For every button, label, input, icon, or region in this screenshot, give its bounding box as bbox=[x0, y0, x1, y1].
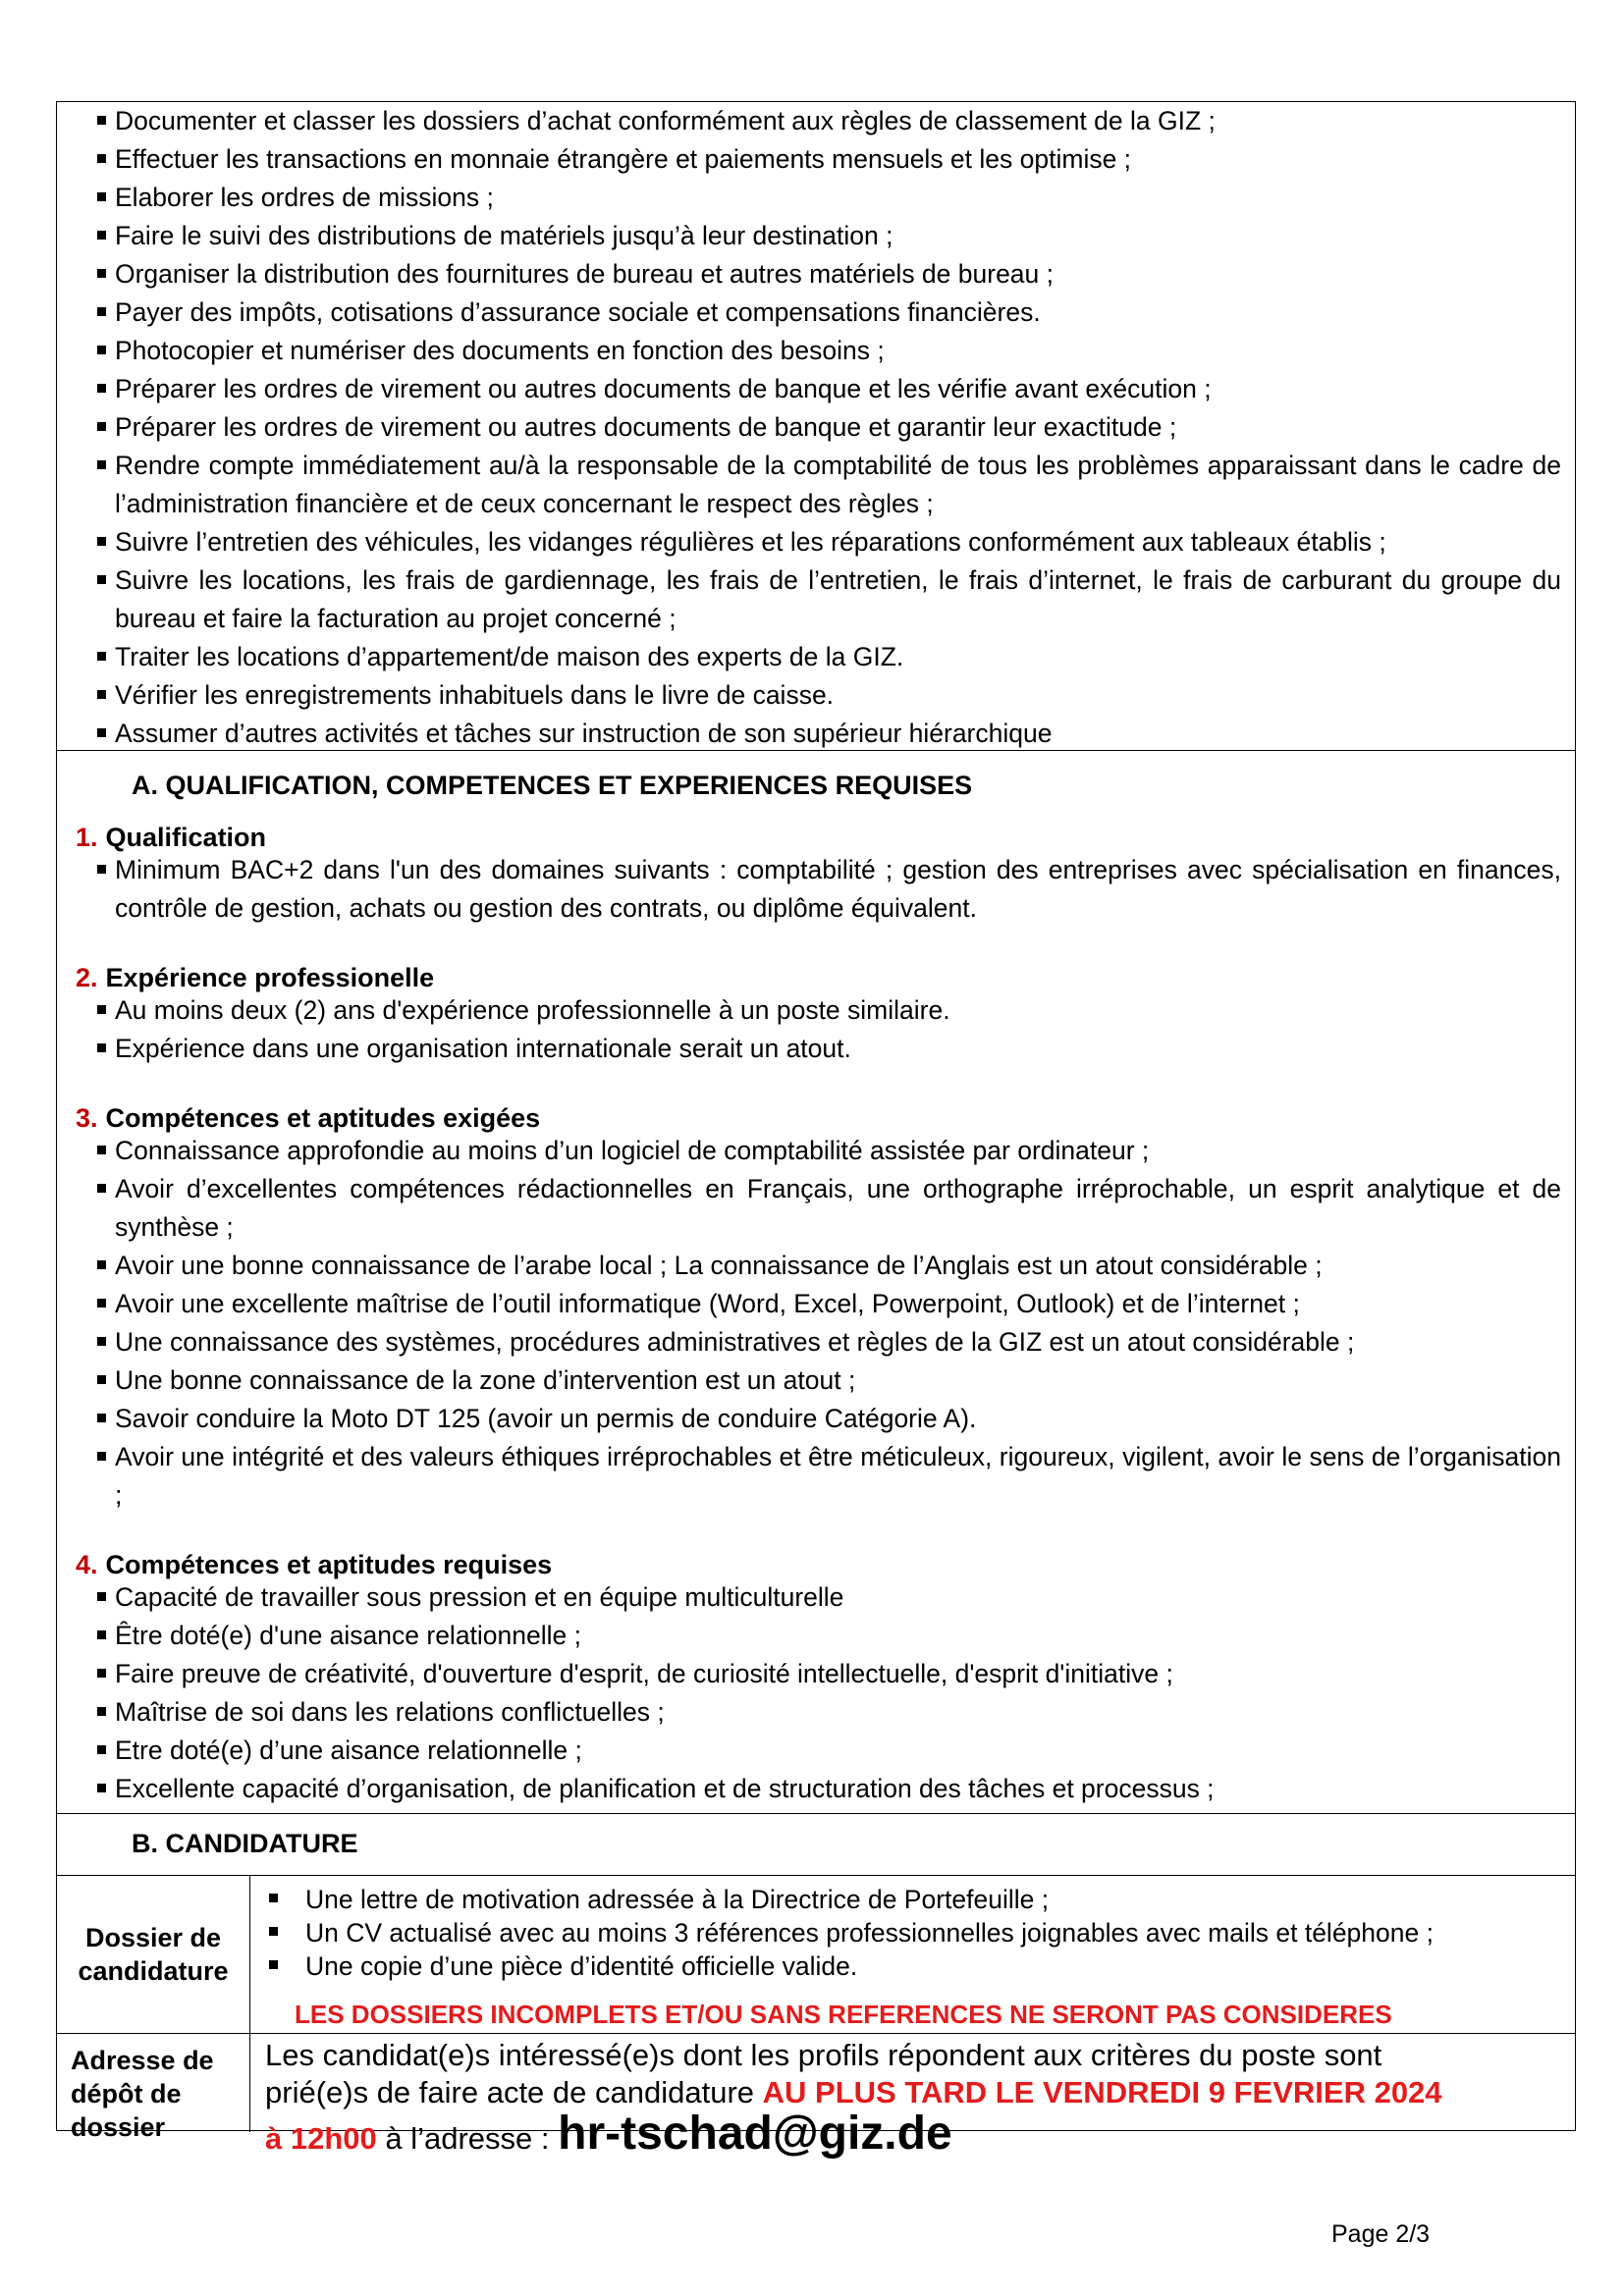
list-item bbox=[57, 179, 1575, 217]
subsection-1-number: 1. bbox=[76, 823, 98, 852]
adresse-label-line2: dépôt de bbox=[71, 2079, 182, 2109]
list-item bbox=[57, 217, 1575, 255]
list-item-text: Faire le suivi des distributions de matériels jusqu’à leur destination ; bbox=[115, 221, 893, 250]
list-item-text: Savoir conduire la Moto DT 125 (avoir un permis de conduire Catégorie A). bbox=[115, 1404, 977, 1433]
dossier-items bbox=[249, 1883, 1577, 1983]
list-item bbox=[57, 1578, 1575, 1617]
list-item-text: Vérifier les enregistrements inhabituels dans le livre de caisse. bbox=[115, 680, 835, 710]
divider-section-b-title bbox=[57, 1875, 1575, 1876]
dossier-items-wrap bbox=[249, 1883, 1577, 1983]
tasks-list bbox=[57, 102, 1575, 753]
list-item bbox=[57, 1132, 1575, 1170]
list-item bbox=[57, 1247, 1575, 1285]
list-item bbox=[57, 1030, 1575, 1068]
bullet-square-icon bbox=[97, 690, 106, 699]
bullet-square-icon bbox=[97, 1260, 106, 1269]
list-item-text: Avoir une intégrité et des valeurs éthiques irréprochables et être méticuleux, rigoureux, vigilent, avoir le sens de l’organisation ; bbox=[115, 1442, 1561, 1510]
list-item-text: Une copie d’une pièce d’identité officielle valide. bbox=[305, 1951, 858, 1981]
dossier-label-line2: candidature bbox=[78, 1956, 229, 1986]
list-item bbox=[57, 638, 1575, 676]
bullet-square-icon bbox=[97, 1375, 106, 1384]
bullet-square-icon bbox=[97, 1630, 106, 1639]
bullet-square-icon bbox=[97, 307, 106, 316]
list-item bbox=[57, 408, 1575, 447]
section-b-title: B. CANDIDATURE bbox=[132, 1829, 358, 1858]
list-item-text: Payer des impôts, cotisations d’assurance sociale et compensations financières. bbox=[115, 297, 1041, 327]
list-item bbox=[57, 332, 1575, 370]
adresse-line2-start: prié(e)s de faire acte de candidature bbox=[265, 2075, 763, 2109]
bullet-square-icon bbox=[97, 537, 106, 546]
bullet-square-icon bbox=[97, 1745, 106, 1754]
section-a-title: A. QUALIFICATION, COMPETENCES ET EXPERIENCES REQUISES bbox=[132, 771, 973, 800]
email-link[interactable]: hr-tschad@giz.de bbox=[558, 2108, 952, 2160]
list-item bbox=[57, 140, 1575, 179]
subsection-3-title: Compétences et aptitudes exigées bbox=[105, 1103, 541, 1133]
bullet-square-icon bbox=[269, 1960, 278, 1969]
list-item-text: Organiser la distribution des fournitures de bureau et autres matériels de bureau ; bbox=[115, 259, 1055, 289]
list-item bbox=[57, 991, 1575, 1030]
deadline-time: à 12h00 bbox=[265, 2121, 377, 2156]
subsection-4-list-wrap bbox=[57, 1578, 1575, 1808]
adresse-text bbox=[265, 2037, 1561, 2158]
list-item-text: Connaissance approfondie au moins d’un logiciel de comptabilité assistée par ordinateur ; bbox=[115, 1136, 1150, 1165]
list-item bbox=[57, 1732, 1575, 1770]
list-item bbox=[57, 1655, 1575, 1693]
bullet-square-icon bbox=[97, 1005, 106, 1014]
bullet-square-icon bbox=[97, 346, 106, 354]
subsection-4-number: 4. bbox=[76, 1550, 98, 1579]
list-item-text: Assumer d’autres activités et tâches sur instruction de son supérieur hiérarchique bbox=[115, 719, 1053, 748]
list-item-text: Faire preuve de créativité, d'ouverture d'esprit, de curiosité intellectuelle, d'esprit d'initiative ; bbox=[115, 1659, 1173, 1688]
list-item bbox=[57, 561, 1575, 638]
list-item-text: Avoir d’excellentes compétences rédactionnelles en Français, une orthographe irréprochable, un esprit analytique et de synthèse ; bbox=[115, 1174, 1561, 1242]
bullet-square-icon bbox=[97, 1337, 106, 1346]
list-item-text: Avoir une bonne connaissance de l’arabe local ; La connaissance de l’Anglais est un atout considérable ; bbox=[115, 1251, 1323, 1280]
adresse-line3 bbox=[265, 2108, 1561, 2160]
page-number: Page 2/3 bbox=[1331, 2220, 1431, 2248]
bullet-square-icon bbox=[97, 728, 106, 737]
list-item-text: Effectuer les transactions en monnaie étrangère et paiements mensuels et les optimise ; bbox=[115, 144, 1132, 174]
bullet-square-icon bbox=[97, 1452, 106, 1461]
list-item-text: Rendre compte immédiatement au/à la responsable de la comptabilité de tous les problèmes apparaissant dans le cadre de l’administration financière et de ceux concernant le respect des règles ; bbox=[115, 451, 1561, 518]
bullet-square-icon bbox=[97, 116, 106, 125]
list-item bbox=[57, 1285, 1575, 1323]
dossier-label-line1: Dossier de bbox=[84, 1923, 222, 1952]
dossier-label bbox=[57, 1921, 249, 1988]
list-item bbox=[57, 676, 1575, 715]
list-item-text: Une connaissance des systèmes, procédures administratives et règles de la GIZ est un atout considérable ; bbox=[115, 1327, 1355, 1357]
tasks-section bbox=[57, 102, 1575, 753]
document-table bbox=[56, 101, 1576, 2160]
list-item bbox=[57, 1323, 1575, 1362]
divider-dossier bbox=[57, 2033, 1575, 2034]
list-item bbox=[249, 1949, 1577, 1983]
list-item-text: Préparer les ordres de virement ou autres documents de banque et garantir leur exactitude ; bbox=[115, 412, 1177, 442]
bullet-square-icon bbox=[269, 1927, 278, 1936]
bullet-square-icon bbox=[97, 192, 106, 201]
bullet-square-icon bbox=[97, 384, 106, 393]
list-item bbox=[57, 1438, 1575, 1515]
list-item-text: Être doté(e) d'une aisance relationnelle ; bbox=[115, 1621, 581, 1650]
bullet-square-icon bbox=[97, 1414, 106, 1422]
list-item-text: Photocopier et numériser des documents en fonction des besoins ; bbox=[115, 336, 885, 365]
adresse-line1: Les candidat(e)s intéressé(e)s dont les profils répondent aux critères du poste sont bbox=[265, 2038, 1382, 2072]
list-item-text: Une lettre de motivation adressée à la Directrice de Portefeuille ; bbox=[305, 1885, 1050, 1914]
bullet-square-icon bbox=[97, 1299, 106, 1308]
bullet-square-icon bbox=[97, 1592, 106, 1601]
list-item bbox=[57, 1693, 1575, 1732]
list-item-text: Expérience dans une organisation internationale serait un atout. bbox=[115, 1034, 851, 1063]
adresse-label bbox=[71, 2044, 214, 2144]
bullet-square-icon bbox=[97, 231, 106, 240]
divider-section-a bbox=[57, 1813, 1575, 1814]
adresse-line3-mid: à l’adresse : bbox=[376, 2121, 559, 2156]
bullet-square-icon bbox=[97, 269, 106, 278]
subsection-1-title: Qualification bbox=[105, 823, 267, 852]
subsection-3-list-wrap bbox=[57, 1132, 1575, 1515]
subsection-4-heading bbox=[76, 1550, 552, 1580]
list-item-text: Excellente capacité d’organisation, de planification et de structuration des tâches et processus ; bbox=[115, 1774, 1215, 1803]
subsection-1-list-wrap bbox=[57, 851, 1575, 928]
incomplete-warning: LES DOSSIERS INCOMPLETS ET/OU SANS REFERENCES NE SERONT PAS CONSIDERES bbox=[295, 2000, 1392, 2029]
list-item bbox=[57, 1400, 1575, 1438]
list-item-text: Minimum BAC+2 dans l'un des domaines suivants : comptabilité ; gestion des entreprises avec spécialisation en finances, contrôle de gestion, achats ou gestion des contrats, ou diplôme équivalent. bbox=[115, 855, 1561, 923]
list-item bbox=[57, 523, 1575, 561]
list-item-text: Etre doté(e) d’une aisance relationnelle ; bbox=[115, 1735, 582, 1765]
deadline: AU PLUS TARD LE VENDREDI 9 FEVRIER 2024 bbox=[762, 2075, 1442, 2109]
list-item bbox=[249, 1883, 1577, 1916]
list-item bbox=[57, 1362, 1575, 1400]
list-item bbox=[249, 1916, 1577, 1949]
bullet-square-icon bbox=[97, 422, 106, 431]
list-item-text: Au moins deux (2) ans d'expérience professionnelle à un poste similaire. bbox=[115, 995, 950, 1025]
list-item-text: Maîtrise de soi dans les relations conflictuelles ; bbox=[115, 1697, 665, 1727]
adresse-label-line3: dossier bbox=[71, 2112, 166, 2142]
bullet-square-icon bbox=[97, 460, 106, 469]
bullet-square-icon bbox=[97, 1146, 106, 1154]
bullet-square-icon bbox=[97, 652, 106, 661]
subsection-1-heading bbox=[76, 823, 266, 853]
list-item bbox=[57, 1170, 1575, 1247]
subsection-4-list bbox=[57, 1578, 1575, 1808]
list-item bbox=[57, 447, 1575, 523]
list-item-text: Un CV actualisé avec au moins 3 références professionnelles joignables avec mails et téléphone ; bbox=[305, 1918, 1434, 1948]
bullet-square-icon bbox=[97, 575, 106, 584]
subsection-2-list-wrap bbox=[57, 991, 1575, 1068]
subsection-3-number: 3. bbox=[76, 1103, 98, 1133]
list-item-text: Traiter les locations d’appartement/de maison des experts de la GIZ. bbox=[115, 642, 904, 671]
list-item bbox=[57, 715, 1575, 753]
adresse-line2 bbox=[265, 2074, 1561, 2111]
list-item bbox=[57, 294, 1575, 332]
subsection-2-number: 2. bbox=[76, 963, 98, 992]
list-item bbox=[57, 1770, 1575, 1808]
bullet-square-icon bbox=[97, 1669, 106, 1678]
bullet-square-icon bbox=[97, 154, 106, 163]
subsection-3-heading bbox=[76, 1103, 540, 1134]
list-item-text: Suivre l’entretien des véhicules, les vidanges régulières et les réparations conformément aux tableaux établis ; bbox=[115, 527, 1386, 557]
list-item-text: Elaborer les ordres de missions ; bbox=[115, 183, 494, 212]
list-item-text: Une bonne connaissance de la zone d’intervention est un atout ; bbox=[115, 1365, 856, 1395]
bullet-square-icon bbox=[97, 865, 106, 874]
list-item bbox=[57, 255, 1575, 294]
list-item-text: Préparer les ordres de virement ou autres documents de banque et les vérifie avant exécution ; bbox=[115, 374, 1212, 403]
bullet-square-icon bbox=[97, 1184, 106, 1193]
subsection-3-list bbox=[57, 1132, 1575, 1515]
bullet-square-icon bbox=[97, 1707, 106, 1716]
bullet-square-icon bbox=[97, 1784, 106, 1792]
adresse-label-line1: Adresse de bbox=[71, 2046, 214, 2075]
subsection-2-list bbox=[57, 991, 1575, 1068]
list-item-text: Avoir une excellente maîtrise de l’outil informatique (Word, Excel, Powerpoint, Outlook) et de l’internet ; bbox=[115, 1289, 1300, 1318]
subsection-1-list bbox=[57, 851, 1575, 928]
subsection-2-heading bbox=[76, 963, 434, 993]
list-item bbox=[57, 1617, 1575, 1655]
list-item-text: Capacité de travailler sous pression et en équipe multiculturelle bbox=[115, 1582, 844, 1612]
divider-tasks bbox=[57, 750, 1575, 751]
list-item bbox=[57, 370, 1575, 408]
list-item bbox=[57, 102, 1575, 140]
list-item-text: Documenter et classer les dossiers d’achat conformément aux règles de classement de la GIZ ; bbox=[115, 106, 1216, 135]
subsection-2-title: Expérience professionelle bbox=[105, 963, 435, 992]
bullet-square-icon bbox=[97, 1043, 106, 1052]
bullet-square-icon bbox=[269, 1894, 278, 1902]
subsection-4-title: Compétences et aptitudes requises bbox=[105, 1550, 553, 1579]
list-item-text: Suivre les locations, les frais de gardiennage, les frais de l’entretien, le frais d’internet, le frais de carburant du groupe du bureau et faire la facturation au projet concerné ; bbox=[115, 565, 1561, 633]
list-item bbox=[57, 851, 1575, 928]
